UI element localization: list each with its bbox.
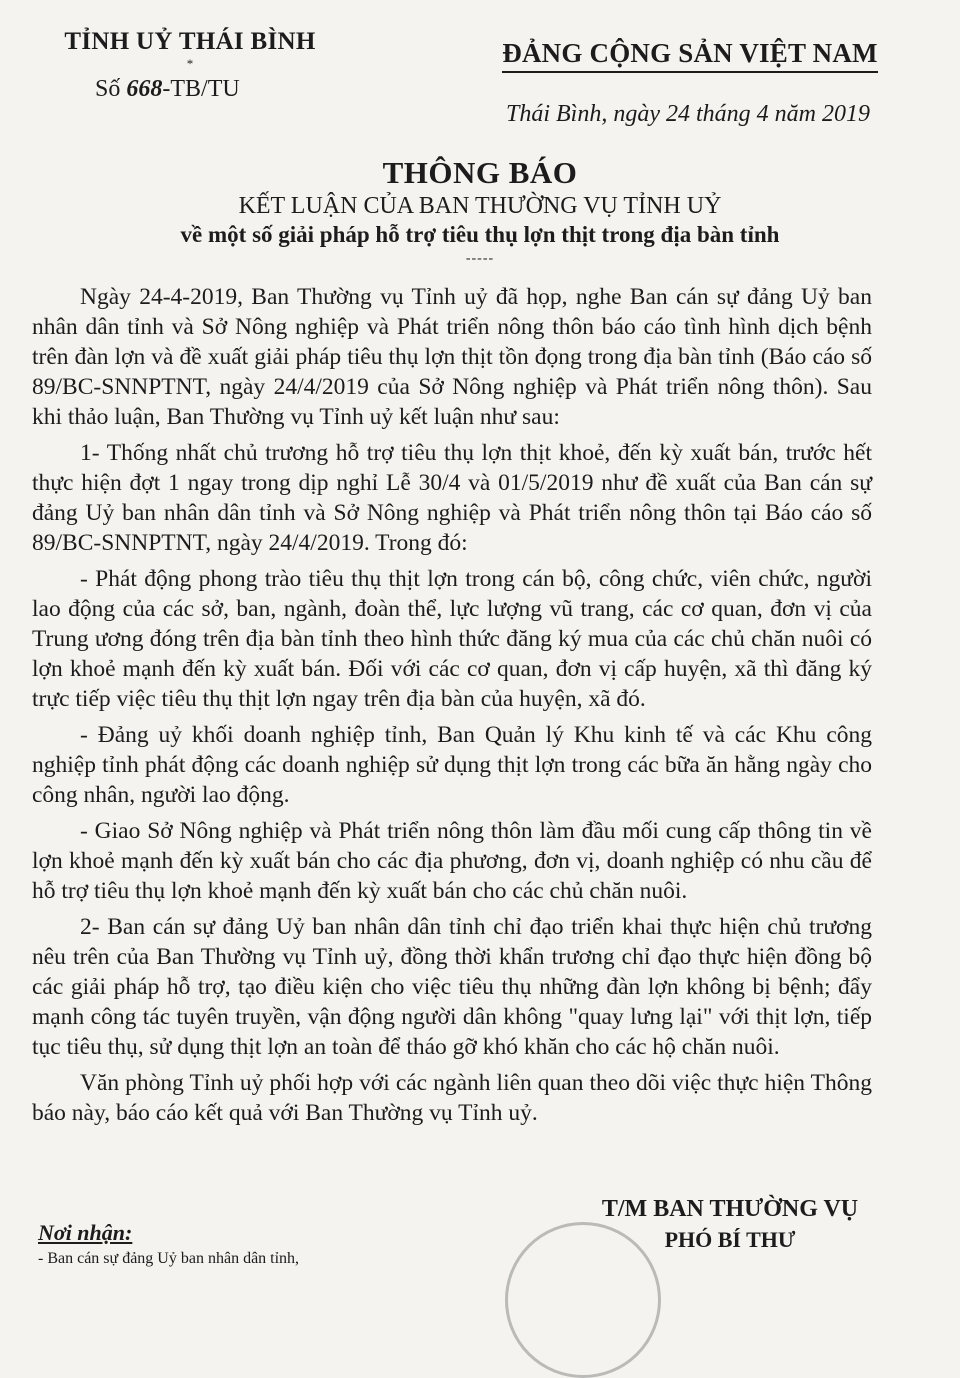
body-paragraph: - Đảng uỷ khối doanh nghiệp tỉnh, Ban Quản lý Khu kinh tế và các Khu công nghiệp tỉnh phát động các doanh nghiệp sử dụng thịt lợn trong các bữa ăn hằng ngày cho công nhân, người lao động. — [32, 722, 872, 808]
document-subtitle: KẾT LUẬN CỦA BAN THƯỜNG VỤ TỈNH UỶ — [238, 193, 722, 219]
document-number — [50, 76, 330, 103]
body-paragraph: 2- Ban cán sự đảng Uỷ ban nhân dân tỉnh chỉ đạo triển khai thực hiện chủ trương nêu trên của Ban Thường vụ Tỉnh uỷ, đồng thời khẩn trương chỉ đạo thực hiện đồng bộ các giải pháp hỗ trợ, tạo điều kiện cho việc tiêu thụ những đàn lợn không bị bệnh; đẩy mạnh công tác tuyên truyền, vận động người dân không "quay lưng lại" với thịt lợn, tiếp tục tiêu thụ, sử dụng thịt lợn an toàn để tháo gỡ khó khăn cho các hộ chăn nuôi. — [32, 914, 872, 1060]
place-date: Thái Bình, ngày 24 tháng 4 năm 2019 — [506, 101, 870, 127]
recipient-item: - Ban cán sự đảng Uỷ ban nhân dân tỉnh, — [38, 1250, 300, 1267]
issuer-name: TỈNH UỶ THÁI BÌNH — [64, 28, 316, 55]
signature-role: PHÓ BÍ THƯ — [664, 1227, 796, 1252]
document-number-prefix: Số — [95, 76, 121, 102]
body-paragraph: - Phát động phong trào tiêu thụ thịt lợn trong cán bộ, công chức, viên chức, người lao động của các sở, ban, ngành, đoàn thể, lực lượng vũ trang, các cơ quan, đơn vị của Trung ương đóng trên địa bàn tỉnh theo hình thức đăng ký mua của các chủ chăn nuôi có lợn khoẻ mạnh đến kỳ xuất bán. Đối với các cơ quan, đơn vị cấp huyện, xã thì đăng ký trực tiếp việc tiêu thụ thịt lợn ngay trên địa bàn của huyện, xã đó. — [32, 566, 872, 712]
party-name: ĐẢNG CỘNG SẢN VIỆT NAM — [502, 38, 877, 73]
document-number-suffix: -TB/TU — [162, 76, 240, 102]
document-number-value: 668 — [126, 76, 163, 102]
body-paragraph: - Giao Sở Nông nghiệp và Phát triển nông thôn làm đầu mối cung cấp thông tin về lợn khoẻ mạnh đến kỳ xuất bán cho các địa phương, đơn vị, doanh nghiệp có nhu cầu để hỗ trợ tiêu thụ lợn khoẻ mạnh đến kỳ xuất bán cho các chủ chăn nuôi. — [32, 818, 872, 904]
issuer-block — [50, 28, 330, 103]
party-block — [480, 38, 900, 128]
recipients-title: Nơi nhận: — [38, 1220, 133, 1245]
document-body — [32, 282, 872, 1134]
recipients-block — [38, 1220, 498, 1268]
title-block — [0, 155, 960, 266]
document-title: THÔNG BÁO — [382, 155, 578, 190]
star-mark: * — [186, 56, 194, 71]
title-divider: ----- — [465, 251, 495, 266]
body-paragraph: 1- Thống nhất chủ trương hỗ trợ tiêu thụ lợn thịt khoẻ, đến kỳ xuất bán, trước hết thực hiện đợt 1 ngay trong dịp nghỉ Lễ 30/4 và 01/5/2019 như đề xuất của Ban cán sự đảng Uỷ ban nhân dân tỉnh và Sở Nông nghiệp và Phát triển nông thôn tại Báo cáo số 89/BC-SNNPTNT, ngày 24/4/2019. Trong đó: — [32, 440, 872, 556]
body-paragraph: Văn phòng Tỉnh uỷ phối hợp với các ngành liên quan theo dõi việc thực hiện Thông báo này, báo cáo kết quả với Ban Thường vụ Tỉnh uỷ. — [32, 1070, 872, 1126]
document-topic: về một số giải pháp hỗ trợ tiêu thụ lợn thịt trong địa bàn tỉnh — [180, 222, 780, 247]
signature-org: T/M BAN THƯỜNG VỤ — [601, 1196, 859, 1222]
body-paragraph: Ngày 24-4-2019, Ban Thường vụ Tỉnh uỷ đã họp, nghe Ban cán sự đảng Uỷ ban nhân dân tỉnh và Sở Nông nghiệp và Phát triển nông thôn báo cáo tình hình dịch bệnh trên đàn lợn và đề xuất giải pháp tiêu thụ lợn thịt tồn đọng trong địa bàn tỉnh (Báo cáo số 89/BC-SNNPTNT, ngày 24/4/2019 của Sở Nông nghiệp và Phát triển nông thôn). Sau khi thảo luận, Ban Thường vụ Tỉnh uỷ kết luận như sau: — [32, 284, 872, 430]
signature-block — [540, 1196, 920, 1253]
